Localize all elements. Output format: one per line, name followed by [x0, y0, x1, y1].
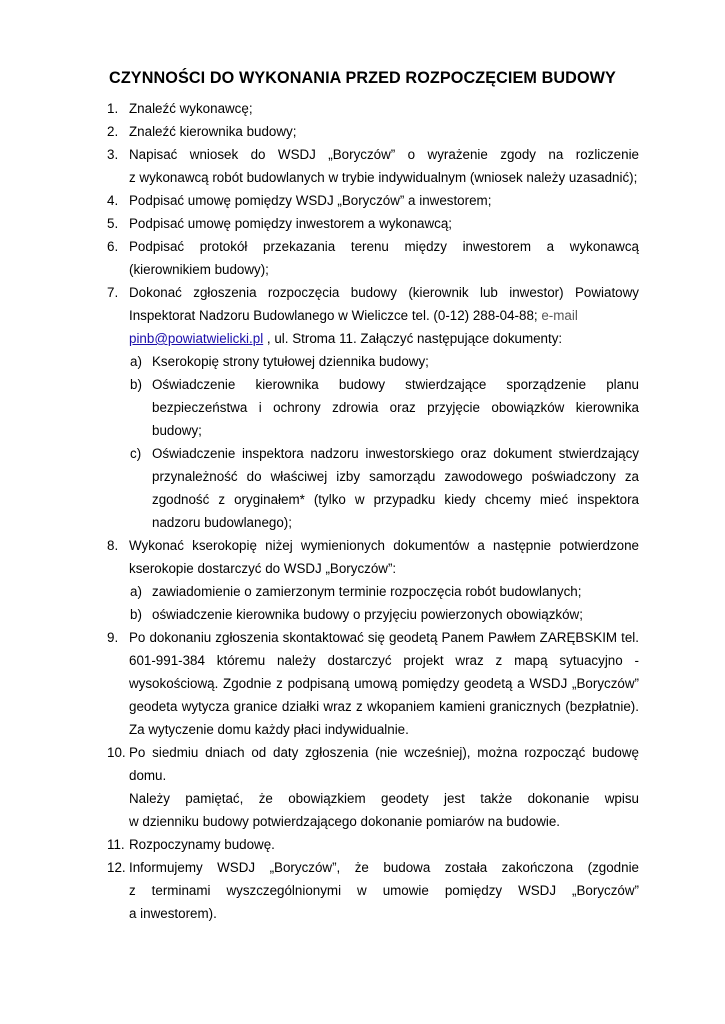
item-text: wysokościową. Zgodnie z podpisaną umową pomiędzy geodetą a WSDJ „Boryczów” [129, 676, 639, 691]
item-number: 2. [107, 124, 119, 139]
item-text: Dokonać zgłoszenia rozpoczęcia budowy (kierownik lub inwestor) Powiatowy [129, 285, 639, 300]
list-item-8 [107, 534, 639, 626]
item-text: Znaleźć kierownika budowy; [129, 124, 297, 139]
item-text: Wykonać kserokopię niżej wymienionych dokumentów a następnie potwierdzone [129, 538, 639, 553]
sub-text: przynależność do właściwej izby samorządu zawodowego poświadczony za [152, 469, 639, 484]
sub-text: budowy; [152, 423, 202, 438]
sub-text: zawiadomienie o zamierzonym terminie rozpoczęcia robót budowlanych; [152, 584, 582, 599]
item-number: 7. [107, 285, 119, 300]
sub-letter: a) [130, 584, 142, 599]
sub-text: Kserokopię strony tytułowej dziennika budowy; [152, 354, 429, 369]
sub-item-b [107, 603, 639, 626]
item-number: 12. [107, 860, 126, 875]
task-list [107, 97, 639, 925]
item-text: Informujemy WSDJ „Boryczów”, że budowa została zakończona (zgodnie [129, 860, 639, 875]
sub-item-a [107, 350, 639, 373]
sub-letter: b) [130, 607, 142, 622]
item-text: Podpisać protokół przekazania terenu między inwestorem a wykonawcą [129, 239, 639, 254]
list-item-7 [107, 281, 639, 534]
item-text: domu. [129, 768, 167, 783]
item-text: z wykonawcą robót budowlanych w trybie indywidualnym (wniosek należy uzasadnić); [129, 170, 638, 185]
sub-letter: b) [130, 377, 142, 392]
item-text: kserokopie dostarczyć do WSDJ „Boryczów”: [129, 561, 397, 576]
sub-item-c [107, 442, 639, 534]
sub-text: zgodność z oryginałem* (tylko w przypadku kiedy chcemy mieć inspektora [152, 492, 639, 507]
list-item-3 [107, 143, 639, 189]
list-item-11 [107, 833, 639, 856]
item-number: 6. [107, 239, 119, 254]
sub-item-b [107, 373, 639, 442]
item-text: z terminami wyszczególnionymi w umowie pomiędzy WSDJ „Boryczów” [129, 883, 639, 898]
sub-letter: a) [130, 354, 142, 369]
item-text: Po siedmiu dniach od daty zgłoszenia (nie wcześniej), można rozpocząć budowę [129, 745, 639, 760]
sub-text: nadzoru budowlanego); [152, 515, 292, 530]
item-text: Rozpoczynamy budowę. [129, 837, 275, 852]
item-text: Podpisać umowę pomiędzy WSDJ „Boryczów” a inwestorem; [129, 193, 492, 208]
sub-text: Oświadczenie inspektora nadzoru inwestorskiego oraz dokument stwierdzający [152, 446, 639, 461]
email-link[interactable]: pinb@powiatwielicki.pl [129, 331, 264, 346]
list-item-6 [107, 235, 639, 281]
list-item-4 [107, 189, 639, 212]
item-number: 10. [107, 745, 126, 760]
item-text-line [129, 327, 639, 350]
sub-item-a [107, 580, 639, 603]
item-text: a inwestorem). [129, 906, 217, 921]
item-text: (kierownikiem budowy); [129, 262, 269, 277]
item-text: geodeta wytycza granice działki wraz z wkopaniem kamieni granicznych (bezpłatnie). [129, 699, 639, 714]
item-text: Za wytyczenie domu każdy płaci indywidualnie. [129, 722, 409, 737]
item-text: , ul. Stroma 11. Załączyć następujące dokumenty: [266, 331, 563, 346]
item-text: Podpisać umowę pomiędzy inwestorem a wykonawcą; [129, 216, 453, 231]
list-item-9 [107, 626, 639, 741]
sub-letter: c) [130, 446, 142, 461]
item-number: 1. [107, 101, 119, 116]
item-number: 5. [107, 216, 119, 231]
sub-text: Oświadczenie kierownika budowy stwierdzające sporządzenie planu [152, 377, 639, 392]
sub-text: bezpieczeństwa i ochrony zdrowia oraz przyjęcie obowiązków kierownika [152, 400, 639, 415]
item-text: Po dokonaniu zgłoszenia skontaktować się geodetą Panem Pawłem ZARĘBSKIM tel. [129, 630, 639, 645]
item-number: 11. [107, 837, 125, 852]
item-text: Napisać wniosek do WSDJ „Boryczów” o wyrażenie zgody na rozliczenie [129, 147, 639, 162]
item-number: 4. [107, 193, 119, 208]
item-text: Należy pamiętać, że obowiązkiem geodety jest także dokonanie wpisu [129, 791, 639, 806]
item-text: Inspektorat Nadzoru Budowlanego w Wieliczce tel. (0-12) 288-04-88; [129, 308, 538, 323]
list-item-2 [107, 120, 639, 143]
list-item-12 [107, 856, 639, 925]
item-text: Znaleźć wykonawcę; [129, 101, 253, 116]
item-text-line [129, 304, 639, 327]
item-text: 601-991-384 któremu należy dostarczyć projekt wraz z mapą sytuacyjno - [129, 653, 639, 668]
item-number: 3. [107, 147, 119, 162]
item-number: 8. [107, 538, 119, 553]
sub-text: oświadczenie kierownika budowy o przyjęciu powierzonych obowiązków; [152, 607, 583, 622]
email-label: e-mail [541, 308, 578, 323]
item-number: 9. [107, 630, 119, 645]
list-item-1 [107, 97, 639, 120]
list-item-10 [107, 741, 639, 833]
page-title: CZYNNOŚCI DO WYKONANIA PRZED ROZPOCZĘCIEM BUDOWY [109, 69, 616, 87]
item-text: w dzienniku budowy potwierdzającego dokonanie pomiarów na budowie. [129, 814, 561, 829]
list-item-5 [107, 212, 639, 235]
